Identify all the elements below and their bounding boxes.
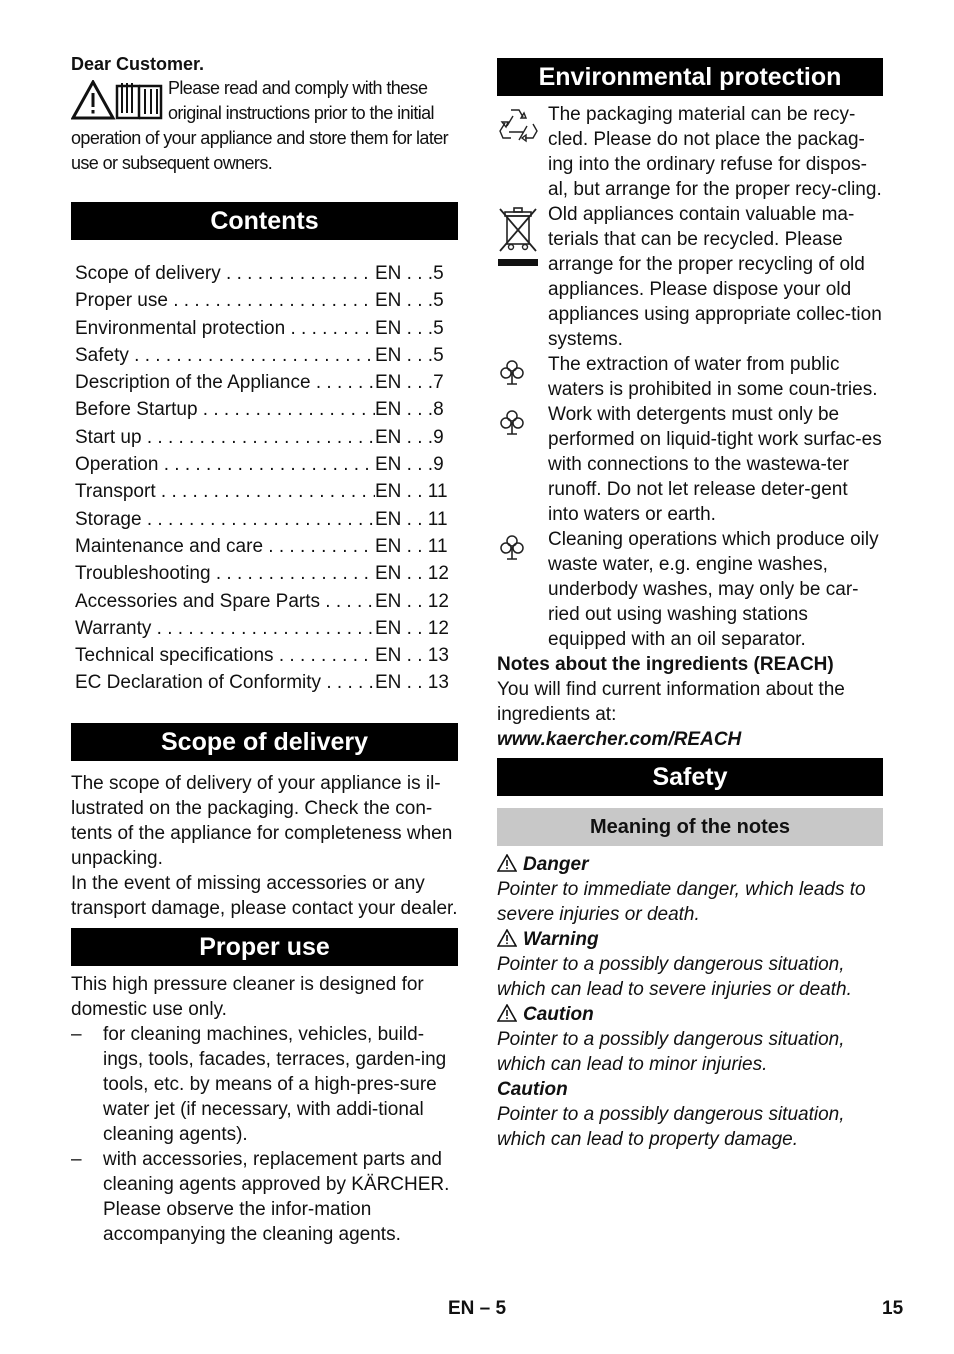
environment-tree-icon bbox=[497, 408, 527, 443]
toc-entry[interactable] bbox=[75, 478, 458, 505]
environment-text: Old appliances contain valuable ma-terials that can be recycled. Please arrange for the proper recycling of old appliances. Please dispose your old appliances using appropriate collec-tion systems. bbox=[548, 204, 882, 350]
warning-triangle-icon bbox=[497, 1004, 517, 1022]
toc-entry-page: EN . . 12 bbox=[375, 563, 449, 585]
right-column bbox=[497, 58, 883, 1152]
page-number: 15 bbox=[882, 1298, 904, 1319]
recycling-icon bbox=[497, 106, 541, 153]
note-text: Pointer to a possibly dangerous situation, which can lead to minor injuries. bbox=[497, 1029, 845, 1075]
toc-entry-label: Before Startup . . . bbox=[75, 396, 375, 423]
toc-entry-page: EN . . .5 bbox=[375, 344, 444, 366]
toc-entry[interactable] bbox=[75, 506, 458, 533]
environment-item bbox=[497, 527, 883, 652]
toc-entry-page: EN . . .9 bbox=[375, 454, 444, 476]
toc-entry[interactable] bbox=[75, 451, 458, 478]
toc-entry-label: Operation . . . bbox=[75, 451, 375, 478]
toc-entry[interactable] bbox=[75, 369, 458, 396]
toc-entry-page: EN . . 11 bbox=[375, 535, 448, 557]
note-text: Pointer to a possibly dangerous situation, which can lead to property damage. bbox=[497, 1104, 845, 1150]
toc-entry-label: Safety . . . bbox=[75, 342, 375, 369]
toc-entry-page: EN . . .7 bbox=[375, 372, 444, 394]
intro-icons bbox=[71, 80, 165, 124]
scope-paragraph-1: The scope of delivery of your appliance is il-lustrated on the packaging. Check the con-tents of the appliance for completeness when unpacking. bbox=[71, 772, 453, 869]
note-title-text: Warning bbox=[523, 929, 599, 950]
environment-item bbox=[497, 352, 883, 402]
crossed-bin-icon bbox=[497, 206, 539, 277]
note-text: Pointer to a possibly dangerous situation, which can lead to severe injuries or death. bbox=[497, 954, 852, 1000]
environment-text: Cleaning operations which produce oily waste water, e.g. engine washes, underbody washes, may only be car-ried out using washing stations equipped with an oil separator. bbox=[548, 529, 879, 650]
toc-entry-page: EN . . .9 bbox=[375, 426, 444, 448]
proper-use-heading: Proper use bbox=[71, 928, 458, 966]
list-item-text: for cleaning machines, vehicles, build-ings, tools, facades, terraces, garden-ing tools, etc. by means of a high-pres-sure water jet (if necessary, with addi-tional cleaning agents). bbox=[103, 1023, 447, 1145]
note-title-caution-property: Caution bbox=[497, 1079, 568, 1100]
scope-heading: Scope of delivery bbox=[71, 723, 458, 761]
toc-entry-page: EN . . .5 bbox=[375, 317, 444, 339]
toc-entry[interactable] bbox=[75, 560, 458, 587]
toc-entry[interactable] bbox=[75, 287, 458, 314]
table-of-contents bbox=[75, 260, 458, 697]
toc-entry-label: Proper use . . . bbox=[75, 287, 375, 314]
toc-entry-label: Technical specifications . . . bbox=[75, 642, 375, 669]
environment-text: The extraction of water from public waters is prohibited in some coun-tries. bbox=[548, 354, 878, 400]
reach-text: You will find current information about the ingredients at: bbox=[497, 679, 845, 725]
environment-tree-icon bbox=[497, 358, 527, 393]
scope-paragraph-2: In the event of missing accessories or any transport damage, please contact your dealer. bbox=[71, 872, 458, 919]
note-title-text: Caution bbox=[523, 1004, 594, 1025]
toc-entry-label: Start up . . . bbox=[75, 424, 375, 451]
toc-entry[interactable] bbox=[75, 396, 458, 423]
toc-entry[interactable] bbox=[75, 615, 458, 642]
toc-entry-label: Maintenance and care . . . bbox=[75, 533, 375, 560]
toc-entry[interactable] bbox=[75, 260, 458, 287]
toc-entry-label: Warranty . . . bbox=[75, 615, 375, 642]
toc-entry-label: Transport . . . bbox=[75, 478, 375, 505]
list-item bbox=[71, 1147, 458, 1247]
environment-heading: Environmental protection bbox=[497, 58, 883, 96]
toc-entry-label: Environmental protection . . . bbox=[75, 315, 375, 342]
toc-entry-page: EN . . .5 bbox=[375, 263, 444, 284]
list-item-text: with accessories, replacement parts and cleaning agents approved by KÄRCHER. Please observe the infor-mation accompanying the cleaning agents. bbox=[103, 1148, 450, 1245]
toc-entry-label: EC Declaration of Conformity . . . bbox=[75, 669, 375, 696]
toc-entry[interactable] bbox=[75, 315, 458, 342]
toc-entry-label: Scope of delivery . . . bbox=[75, 260, 375, 287]
note-title-danger bbox=[497, 852, 883, 877]
notes-subheading: Meaning of the notes bbox=[497, 808, 883, 846]
dash-marker: – bbox=[71, 1148, 82, 1170]
environment-item bbox=[497, 202, 883, 352]
environment-text: The packaging material can be recy-cled. Please do not place the packag-ing into the ordinary refuse for dispos-al, but arrange for the proper recy-cling. bbox=[548, 104, 882, 200]
toc-entry[interactable] bbox=[75, 424, 458, 451]
warning-triangle-icon bbox=[71, 80, 165, 124]
toc-entry-label: Description of the Appliance . . . bbox=[75, 369, 375, 396]
section-page-label: EN – 5 bbox=[448, 1298, 507, 1319]
environment-text: Work with detergents must only be performed on liquid-tight work surfac-es with connections to the wastewa-ter runoff. Do not let release deter-gent into waters or earth. bbox=[548, 404, 882, 525]
environment-tree-icon bbox=[497, 533, 527, 568]
toc-entry-page: EN . . .5 bbox=[375, 290, 444, 312]
toc-entry-page: EN . . 11 bbox=[375, 481, 448, 503]
warning-triangle-icon bbox=[497, 929, 517, 947]
intro-block bbox=[71, 76, 458, 176]
environment-item bbox=[497, 102, 883, 202]
dash-marker: – bbox=[71, 1023, 82, 1045]
list-item bbox=[71, 1022, 458, 1147]
toc-entry[interactable] bbox=[75, 342, 458, 369]
toc-entry-label: Accessories and Spare Parts . . . bbox=[75, 588, 375, 615]
environment-item bbox=[497, 402, 883, 527]
note-title-warning bbox=[497, 927, 883, 952]
customer-greeting: Dear Customer. bbox=[71, 54, 205, 74]
toc-entry-page: EN . . 11 bbox=[375, 508, 448, 530]
toc-entry-page: EN . . 13 bbox=[375, 672, 449, 694]
note-title-caution bbox=[497, 1002, 883, 1027]
toc-entry[interactable] bbox=[75, 642, 458, 669]
reach-link[interactable]: www.kaercher.com/REACH bbox=[497, 729, 742, 750]
toc-entry-page: EN . . 12 bbox=[375, 617, 449, 639]
toc-entry[interactable] bbox=[75, 533, 458, 560]
manual-book-icon bbox=[117, 83, 161, 118]
proper-use-intro: This high pressure cleaner is designed for domestic use only. bbox=[71, 973, 424, 1020]
warning-triangle-icon bbox=[497, 854, 517, 872]
toc-entry[interactable] bbox=[75, 588, 458, 615]
environment-list bbox=[497, 102, 883, 652]
contents-heading: Contents bbox=[71, 202, 458, 240]
intro-text: Please read and comply with these original instructions prior to the initial operation of your appliance and store them for later use or subsequent owners. bbox=[71, 78, 449, 173]
safety-notes bbox=[497, 852, 883, 1152]
toc-entry-page: EN . . 13 bbox=[375, 645, 449, 667]
toc-entry[interactable] bbox=[75, 669, 458, 696]
toc-entry-page: EN . . .8 bbox=[375, 399, 444, 421]
toc-entry-label: Troubleshooting . . . bbox=[75, 560, 375, 587]
note-text: Pointer to immediate danger, which leads to severe injuries or death. bbox=[497, 879, 866, 925]
safety-heading: Safety bbox=[497, 758, 883, 796]
left-column bbox=[71, 52, 458, 1247]
toc-entry-page: EN . . 12 bbox=[375, 590, 449, 612]
reach-title: Notes about the ingredients (REACH) bbox=[497, 654, 834, 675]
toc-entry-label: Storage . . . bbox=[75, 506, 375, 533]
note-title-text: Danger bbox=[523, 854, 589, 875]
proper-use-list bbox=[71, 1022, 458, 1247]
